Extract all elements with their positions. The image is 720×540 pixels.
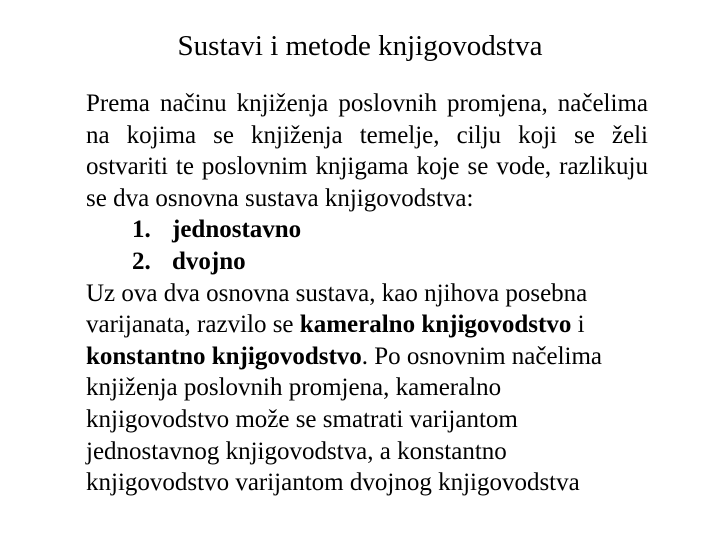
outro-text-1: Uz ova dva osnovna sustava, kao njihova posebna varijanata, razvilo se: [86, 279, 588, 339]
list-label: dvojno: [172, 247, 246, 275]
slide-body: [86, 88, 648, 499]
list-number: 1.: [132, 216, 151, 244]
list-item-jednostavno: [86, 214, 648, 246]
outro-text-2: i: [571, 311, 585, 339]
outro-text-3: . Po osnovnim načelima knjiženja poslovnih promjena, kameralno knjigovodstvo može se smatrati varijantom jednostavnog knjigovodstva, a konstantno knjigovodstvo varijantom dvojnog knjigovodstva: [86, 342, 603, 497]
term-kameralno: kameralno knjigovodstvo: [299, 311, 572, 339]
outro-paragraph: [86, 278, 648, 499]
systems-list: [86, 214, 648, 277]
list-label: jednostavno: [172, 216, 302, 244]
list-number: 2.: [132, 247, 151, 275]
slide-title: Sustavi i metode knjigovodstva: [177, 30, 543, 62]
list-item-dvojno: [86, 246, 648, 278]
intro-paragraph: Prema načinu knjiženja poslovnih promjena, načelima na kojima se knjiženja temelje, cilju koji se želi ostvariti te poslovnim knjigama koje se vode, razlikuju se dva osnovna sustava knjigovodstva:: [86, 90, 648, 212]
term-konstantno: konstantno knjigovodstvo: [86, 342, 362, 370]
